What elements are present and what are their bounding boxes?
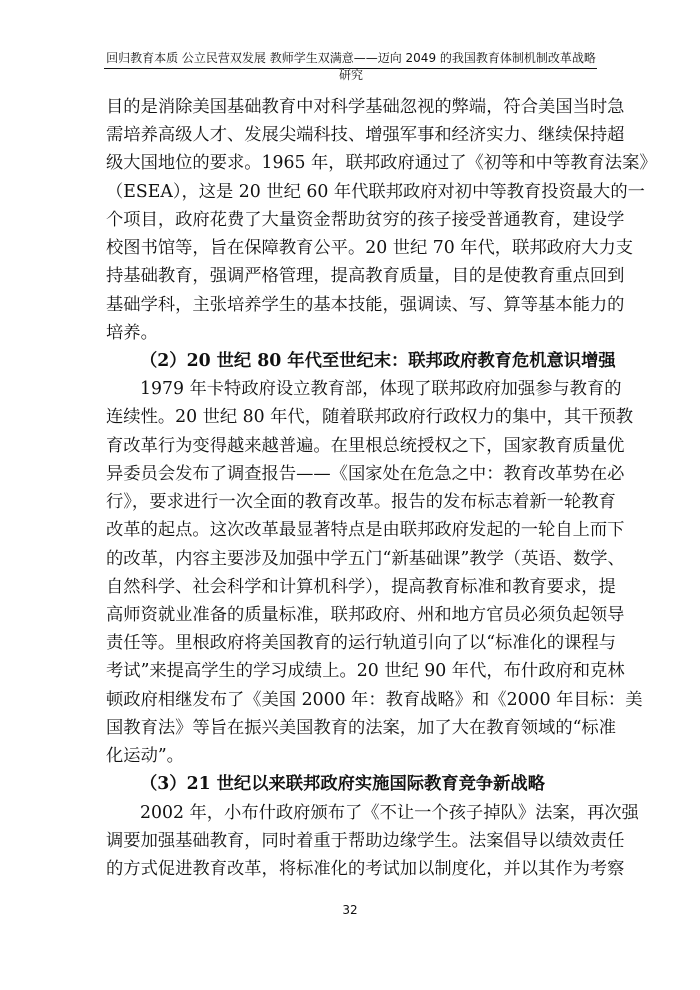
body-line: 异委员会发布了调查报告——《国家处在危急之中：教育改革势在必 [106, 463, 625, 484]
body-line: 顿政府相继发布了《美国 2000 年：教育战略》和《2000 年目标：美 [106, 689, 643, 710]
body-line: 级大国地位的要求。1965 年，联邦政府通过了《初等和中等教育法案》 [106, 153, 657, 174]
body-line: （ESEA），这是 20 世纪 60 年代联邦政府对初中等教育投资最大的一 [106, 181, 645, 202]
section-heading: （2）20 世纪 80 年代至世纪末：联邦政府教育危机意识增强 [140, 351, 616, 371]
page-number: 32 [342, 903, 358, 917]
section-heading: （3）21 世纪以来联邦政府实施国际教育竞争新战略 [140, 774, 545, 795]
body-line: 培养。 [106, 322, 158, 343]
body-line: 1979 年卡特政府设立教育部，体现了联邦政府加强参与教育的 [140, 379, 622, 400]
body-line: 改革的起点。这次改革最显著特点是由联邦政府发起的一轮自上而下 [106, 520, 625, 541]
body-line: 的改革，内容主要涉及加强中学五门“新基础课”教学（英语、数学、 [106, 548, 625, 569]
body-line: 国教育法》等旨在振兴美国教育的法案，加了大在教育领域的“标准 [106, 717, 616, 738]
body-line: 高师资就业准备的质量标准，联邦政府、州和地方官员必须负起领导 [106, 605, 625, 625]
body-line: 2002 年，小布什政府颁布了《不让一个孩子掉队》法案，再次强 [140, 802, 639, 823]
body-line: 需培养高级人才、发展尖端科技、增强军事和经济实力、继续保持超 [106, 125, 625, 146]
body-line: 校图书馆等，旨在保障教育公平。20 世纪 70 年代，联邦政府大力支 [106, 238, 634, 259]
body-line: 的方式促进教育改革，将标准化的考试加以制度化，并以其作为考察 [106, 859, 625, 879]
body-line: 连续性。20 世纪 80 年代，随着联邦政府行政权力的集中，其干预教 [106, 407, 634, 428]
body-line: 基础学科，主张培养学生的基本技能，强调读、写、算等基本能力的 [106, 294, 625, 315]
body-line: 个项目，政府花费了大量资金帮助贫穷的孩子接受普通教育，建设学 [106, 209, 625, 230]
body-line: 自然科学、社会科学和计算机科学），提高教育标准和教育要求，提 [106, 576, 616, 597]
body-line: 责任等。里根政府将美国教育的运行轨道引向了以“标准化的课程与 [106, 633, 616, 654]
running-header: 回归教育本质 公立民营双发展 教师学生双满意——迈向 2049 的我国教育体制机制改革战略研究 [106, 51, 596, 82]
header-rule [104, 68, 597, 69]
body-line: 目的是消除美国基础教育中对科学基础忽视的弊端，符合美国当时急 [106, 97, 625, 117]
body-line: 持基础教育，强调严格管理，提高教育质量，目的是使教育重点回到 [106, 266, 625, 287]
body-line: 考试”来提高学生的学习成绩上。20 世纪 90 年代，布什政府和克林 [106, 661, 625, 682]
body-line: 化运动”。 [106, 746, 184, 767]
body-line: 调要加强基础教育，同时着重于帮助边缘学生。法案倡导以绩效责任 [106, 830, 625, 851]
body-line: 育改革行为变得越来越普遍。在里根总统授权之下，国家教育质量优 [106, 435, 625, 456]
body-line: 行》，要求进行一次全面的教育改革。报告的发布标志着新一轮教育 [106, 492, 616, 513]
